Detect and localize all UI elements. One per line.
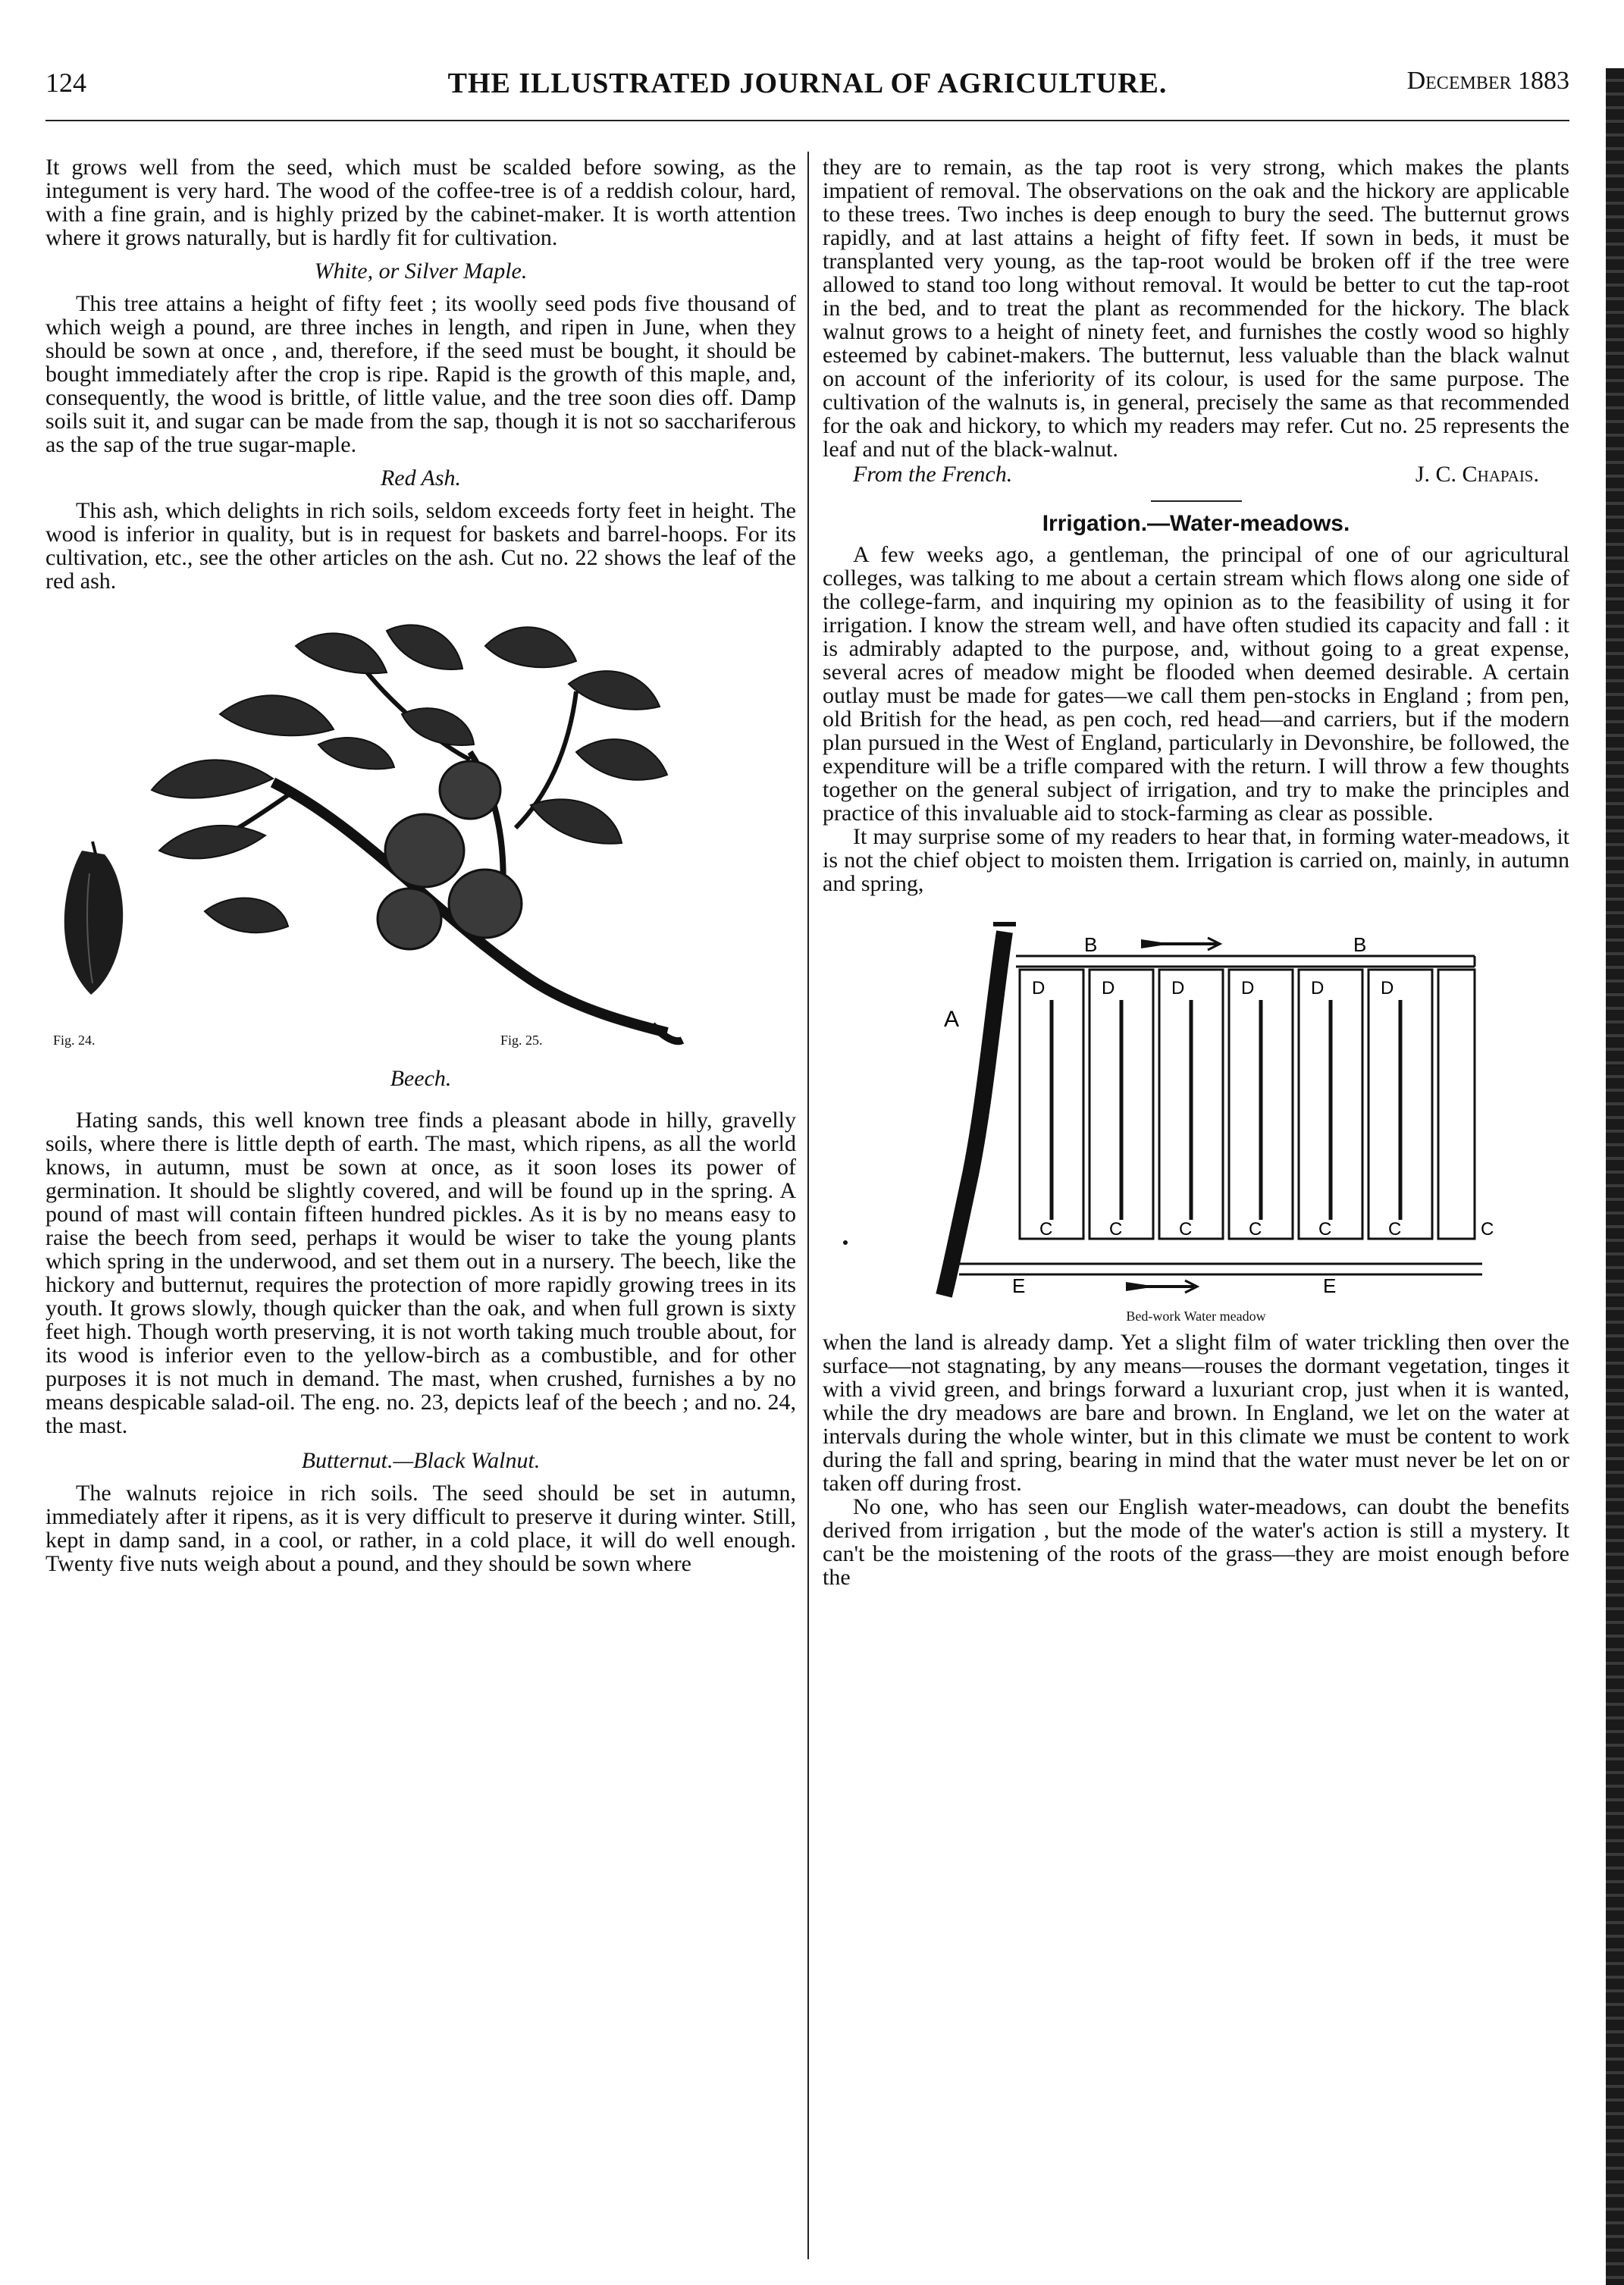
irrigation-paragraph-4: No one, who has seen our English water-meadows, can doubt the benefits derived from irrigation , but the mode of the water's action is still a mystery. It can't be the moistening of the roots of the grass—they are moist enough before the	[823, 1494, 1569, 1590]
irrigation-paragraph-3: when the land is already damp. Yet a slight film of water trickling then over the surface—not stagnating, by any means—rouses the dormant vegetation, tinges it with a vivid green, and brings forward a luxuriant crop, just when it is wanted, while the dry meadows are bare and brown. In England, we let on the water at intervals during the whole winter, but in this climate we must be content to work during the fall and spring, bearing in mind that the water must never be let on or taken off during frost.	[823, 1330, 1569, 1496]
right-column	[823, 155, 1569, 1589]
column-divider	[807, 152, 809, 2259]
bed-work-diagram	[823, 901, 1569, 1326]
author-name: J. C. Chapais.	[1415, 462, 1539, 487]
label-c-5: C	[1318, 1219, 1332, 1240]
coffee-tree-paragraph: It grows well from the seed, which must be scalded before sowing, as the integument is very hard. The wood of the coffee-tree is of a reddish colour, hard, with a fine grain, and is highly prized by the cabinet-maker. It is worth attention where it grows naturally, but is hardly fit for cultivation.	[45, 155, 796, 250]
beech-subhead: Beech.	[390, 1066, 452, 1091]
label-b-left: B	[1084, 933, 1098, 956]
article-signature	[823, 462, 1569, 488]
label-d-3: D	[1171, 978, 1185, 998]
label-c-6: C	[1388, 1219, 1402, 1240]
fig-25-caption: Fig. 25.	[500, 1033, 543, 1048]
irrigation-paragraph-2: It may surprise some of my readers to hear that, in forming water-meadows, it is not the chief object to moisten them. Irrigation is carried on, mainly, in autumn and spring,	[823, 824, 1569, 896]
walnut-continued-paragraph: they are to remain, as the tap root is very strong, which makes the plants impatient of removal. The observations on the oak and the hickory are applicable to these trees. Two inches is deep enough to bury the seed. The butternut grows rapidly, and at last attains a height of fifty feet. If sown in beds, it must be transplanted very young, as the tap-root would be broken off if the tree were allowed to stand too long without removal. It would be better to cut the tap-root in the bed, and to treat the plant as recommended for the hickory. The black walnut grows to a height of ninety feet, and furnishes the costly wood so highly esteemed by cabinet-makers. The butternut, less valuable than the black walnut on account of the inferiority of its colour, is used for the same purpose. The cultivation of the walnuts is, in general, precisely the same as that recommended for the oak and hickory, to which my readers may refer. Cut no. 25 represents the leaf and nut of the black-walnut.	[823, 155, 1569, 462]
butternut-paragraph: The walnuts rejoice in rich soils. The seed should be set in autumn, immediately after it ripens, as it is very difficult to preserve it during winter. Still, kept in damp sand, in a cool, or rather, in a cold place, it will do well enough. Twenty five nuts weigh about a pound, and they should be sown where	[45, 1481, 796, 1576]
section-rule	[1151, 500, 1242, 502]
label-d-2: D	[1102, 978, 1115, 998]
label-d-6: D	[1381, 978, 1394, 998]
irrigation-article-title: Irrigation.—Water-meadows.	[1042, 511, 1350, 536]
butternut-subhead: Butternut.—Black Walnut.	[301, 1448, 541, 1473]
label-e-right: E	[1323, 1274, 1337, 1297]
left-column	[45, 155, 796, 1575]
maple-subhead: White, or Silver Maple.	[314, 259, 528, 284]
beech-mast-drawing	[64, 842, 123, 995]
c-labels	[1039, 1219, 1494, 1240]
fig-24-caption: Fig. 24.	[53, 1033, 96, 1048]
label-b-right: B	[1353, 933, 1367, 956]
page-edge-shadow	[1606, 68, 1624, 2285]
page-header	[45, 67, 1569, 112]
ash-paragraph: This ash, which delights in rich soils, seldom exceeds forty feet in height. The wood is inferior in quality, but is in request for baskets and barrel-hoops. For its cultivation, etc., see the other articles on the ash. Cut no. 22 shows the leaf of the red ash.	[45, 498, 796, 594]
label-d-1: D	[1032, 978, 1046, 998]
issue-date: December 1883	[1406, 67, 1569, 95]
header-rule	[45, 120, 1569, 121]
diagram-caption: Bed-work Water meadow	[1126, 1309, 1266, 1324]
label-c-3: C	[1179, 1219, 1193, 1240]
label-c-7: C	[1481, 1219, 1494, 1240]
beech-paragraph: Hating sands, this well known tree finds a pleasant abode in hilly, gravelly soils, where there is little depth of earth. The mast, which ripens, as all the world knows, in autumn, must be sown at once, as it soon loses its power of germination. It should be slightly covered, and will be found up in the spring. A pound of mast will contain fifteen hundred pickles. As it is by no means easy to raise the beech from seed, perhaps it would be wiser to take the young plants which spring in the underwood, and set them out in a nursery. The beech, like the hickory and butternut, requires the protection of more rapidly growing trees in its youth. It grows slowly, though quicker than the oak, and when full grown is sixty feet high. Though worth preserving, it is not worth taking much trouble about, for its wood is inferior even to the yellow-birch as a combustible, and for other purposes it is not much in demand. The mast, when crushed, furnishes a by no means despicable salad-oil. The eng. no. 23, depicts leaf of the beech ; and no. 24, the mast.	[45, 1108, 796, 1438]
label-c-2: C	[1109, 1219, 1123, 1240]
maple-paragraph: This tree attains a height of fifty feet ; its woolly seed pods five thousand of which weigh a pound, are three inches in length, and ripen in June, when they should be sown at once , and, therefore, if the seed must be bought, it should be bought immediately after the crop is ripe. Rapid is the growth of this maple, and, consequently, the wood is brittle, of little value, and the tree soon dies off. Damp soils suit it, and sugar can be made from the sap, though it is not so sacchariferous as the sap of the true sugar-maple.	[45, 291, 796, 457]
page-number: 124	[45, 67, 86, 98]
journal-title: THE ILLUSTRATED JOURNAL OF AGRICULTURE.	[447, 67, 1168, 99]
label-c-1: C	[1039, 1219, 1053, 1240]
main-carrier	[944, 932, 1005, 1296]
label-e-left: E	[1012, 1274, 1026, 1297]
source-note: From the French.	[853, 462, 1013, 487]
label-d-5: D	[1311, 978, 1325, 998]
ash-subhead: Red Ash.	[380, 465, 462, 491]
walnut-branch-drawing	[45, 600, 796, 1055]
d-labels	[1032, 978, 1394, 998]
label-a: A	[944, 1007, 960, 1032]
irrigation-paragraph-1: A few weeks ago, a gentleman, the principal of one of our agricultural colleges, was talking to me about a certain stream which flows along one side of the college-farm, and inquiring my opinion as to the feasibility of using it for irrigation. I know the stream well, and have often studied its capacity and fall : it is admirably adapted to the purpose, and, without going to a great expense, several acres of meadow might be flooded when deemed desirable. A certain outlay must be made for gates—we call them pen-stocks in England ; from pen, old British for the head, as pen coch, red head—and carriers, but if the modern plan pursued in the West of England, particularly in Devonshire, be followed, the expenditure will be a trifle compared with the return. I will throw a few thoughts together on the general subject of irrigation, and try to make the principles and practice of this invaluable aid to stock-farming as clear as possible.	[823, 542, 1569, 826]
walnut-illustration	[45, 600, 796, 1055]
bed-feeders	[1052, 1000, 1400, 1220]
water-meadow-diagram	[823, 901, 1569, 1326]
label-c-4: C	[1249, 1219, 1262, 1240]
bed-panels	[1020, 970, 1475, 1239]
label-d-4: D	[1241, 978, 1255, 998]
